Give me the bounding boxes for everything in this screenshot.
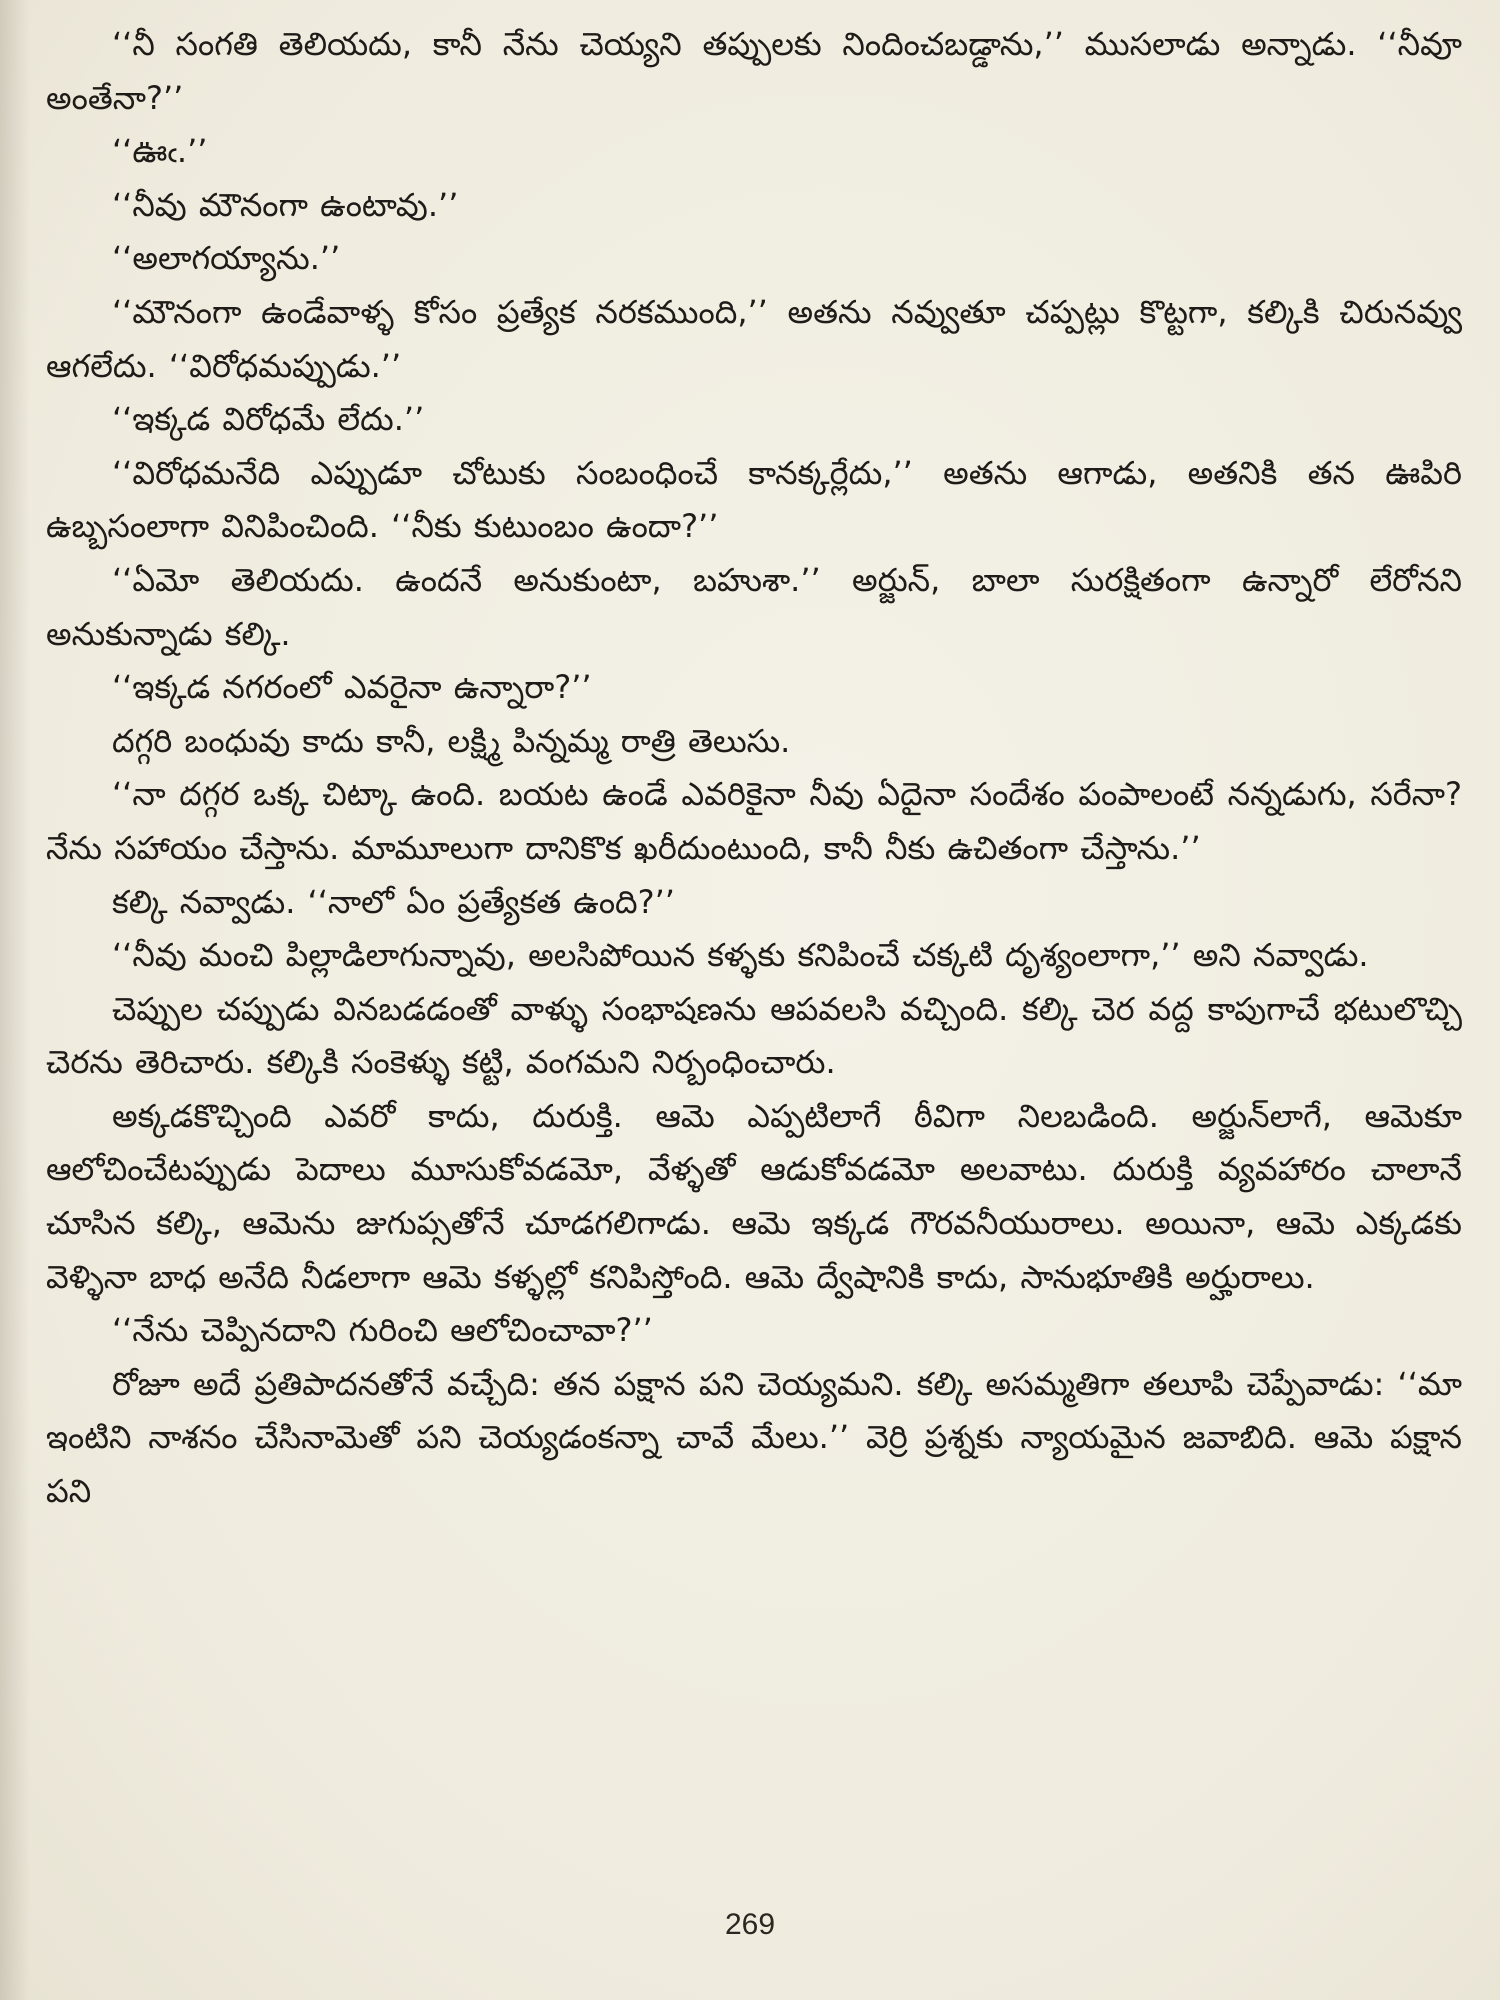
paragraph: దగ్గరి బంధువు కాదు కానీ, లక్ష్మి పిన్నమ్మ రాత్రి తెలుసు. bbox=[112, 721, 791, 760]
paragraph: రోజూ అదే ప్రతిపాదనతోనే వచ్చేది: తన పక్షాన పని చెయ్యమని. కల్కి అసమ్మతిగా తలూపి చెప్పేవాడు: ‘‘మా ఇంటిని నాశనం చేసినామెతో పని చెయ్యడంకన్నా చావే మేలు.’’ వెర్రి ప్రశ్నకు న్యాయమైన జవాబిది. ఆమె పక్షాన పని bbox=[46, 1364, 1462, 1511]
body-text bbox=[46, 18, 1462, 1519]
paragraph: కల్కి నవ్వాడు. ‘‘నాలో ఏం ప్రత్యేకత ఉంది?’’ bbox=[112, 882, 675, 921]
paragraph: ‘‘నీవు మంచి పిల్లాడిలాగున్నావు, అలసిపోయిన కళ్ళకు కనిపించే చక్కటి దృశ్యంలాగా,’’ అని నవ్వాడు. bbox=[112, 936, 1369, 975]
paragraph: ‘‘ఏమో తెలియదు. ఉందనే అనుకుంటా, బహుశా.’’ అర్జున్, బాలా సురక్షితంగా ఉన్నారో లేరోనని అనుకున్నాడు కల్కి. bbox=[46, 560, 1462, 653]
paragraph: ‘‘నా దగ్గర ఒక్క చిట్కా ఉంది. బయట ఉండే ఎవరికైనా నీవు ఏదైనా సందేశం పంపాలంటే నన్నడుగు, సరేనా? నేను సహాయం చేస్తాను. మామూలుగా దానికొక ఖరీదుంటుంది, కానీ నీకు ఉచితంగా చేస్తాను.’’ bbox=[46, 775, 1462, 867]
paragraph: ‘‘ఇక్కడ విరోధమే లేదు.’’ bbox=[112, 400, 425, 439]
paragraph: ‘‘నీ సంగతి తెలియదు, కానీ నేను చెయ్యని తప్పులకు నిందించబడ్డాను,’’ ముసలాడు అన్నాడు. ‘‘నీవూ అంతేనా?’’ bbox=[46, 25, 1462, 117]
page-number: 269 bbox=[724, 1908, 776, 1941]
paragraph: ‘‘మౌనంగా ఉండేవాళ్ళ కోసం ప్రత్యేక నరకముంది,’’ అతను నవ్వుతూ చప్పట్లు కొట్టగా, కల్కికి చిరునవ్వు ఆగలేదు. ‘‘విరోధమప్పుడు.’’ bbox=[46, 292, 1463, 385]
page-gutter-shadow bbox=[0, 0, 30, 2000]
paragraph: ‘‘విరోధమనేది ఎప్పుడూ చోటుకు సంబంధించే కానక్కర్లేదు,’’ అతను ఆగాడు, అతనికి తన ఊపిరి ఉబ్బసంలాగా వినిపించింది. ‘‘నీకు కుటుంబం ఉందా?’’ bbox=[46, 453, 1462, 546]
paragraph: అక్కడకొచ్చింది ఎవరో కాదు, దురుక్తి. ఆమె ఎప్పటిలాగే ఠీవిగా నిలబడింది. అర్జున్‌లాగే, ఆమెకూ ఆలోచించేటప్పుడు పెదాలు మూసుకోవడమో, వేళ్ళతో ఆడుకోవడమో అలవాటు. దురుక్తి వ్యవహారం చాలానే చూసిన కల్కి, ఆమెను జుగుప్సతోనే చూడగలిగాడు. ఆమె ఇక్కడ గౌరవనీయురాలు. అయినా, ఆమె ఎక్కడకు వెళ్ళినా బాధ అనేది నీడలాగా ఆమె కళ్ళల్లో కనిపిస్తోంది. ఆమె ద్వేషానికి కాదు, సానుభూతికి అర్హురాలు. bbox=[46, 1096, 1462, 1296]
paragraph: చెప్పుల చప్పుడు వినబడడంతో వాళ్ళు సంభాషణను ఆపవలసి వచ్చింది. కల్కి చెర వద్ద కాపుగాచే భటులొచ్చి చెరను తెరిచారు. కల్కికి సంకెళ్ళు కట్టి, వంగమని నిర్బంధించారు. bbox=[46, 989, 1462, 1082]
paragraph: ‘‘ఇక్కడ నగరంలో ఎవరైనా ఉన్నారా?’’ bbox=[112, 668, 592, 707]
paragraph: ‘‘ఊఁ.’’ bbox=[112, 132, 208, 171]
paragraph: ‘‘అలాగయ్యాను.’’ bbox=[112, 239, 341, 278]
paragraph: ‘‘నేను చెప్పినదాని గురించి ఆలోచించావా?’’ bbox=[112, 1311, 653, 1350]
paragraph: ‘‘నీవు మౌనంగా ఉంటావు.’’ bbox=[112, 185, 459, 224]
